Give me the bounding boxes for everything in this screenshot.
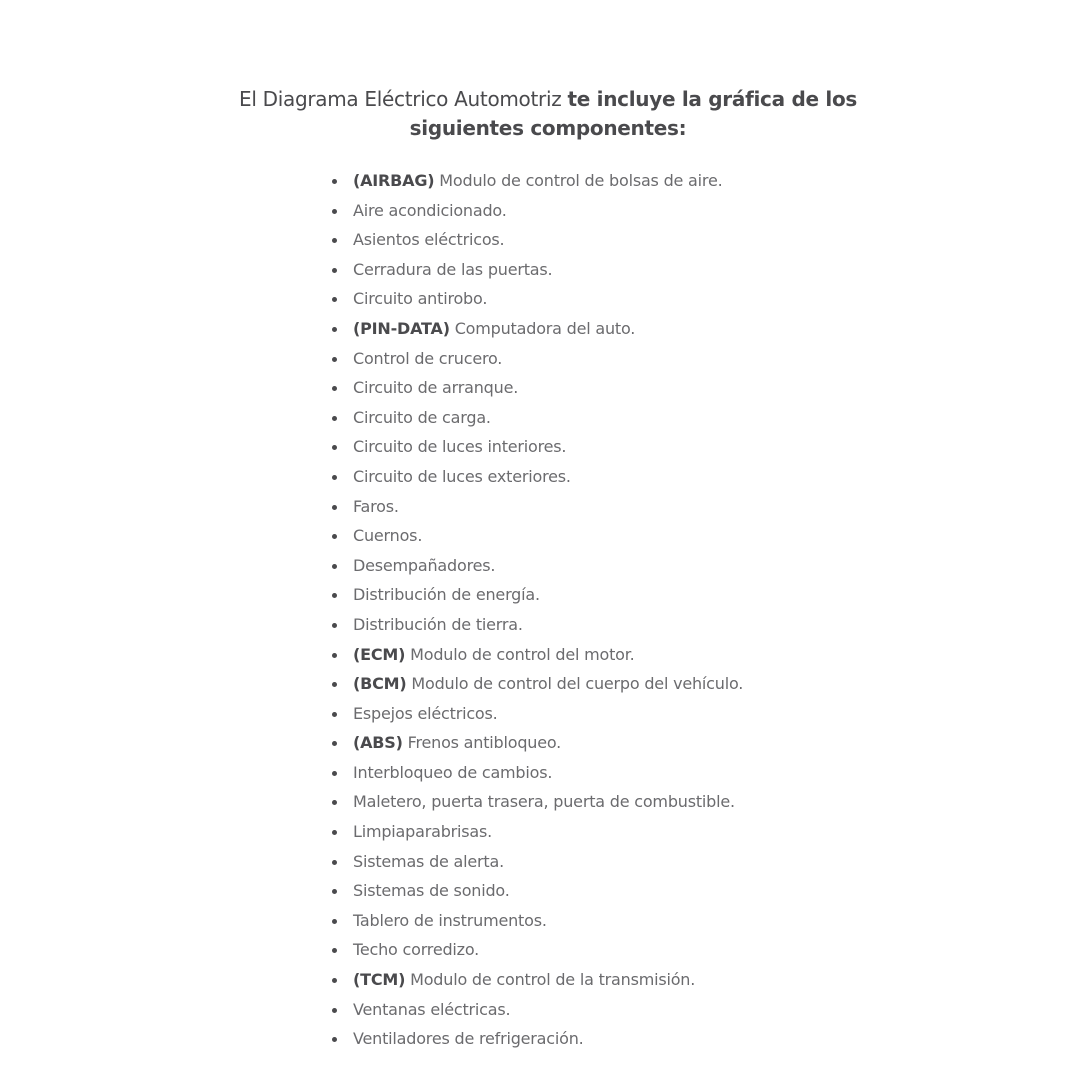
list-item [330, 492, 743, 522]
list-item [330, 403, 743, 433]
list-item [330, 462, 743, 492]
component-text: Interbloqueo de cambios. [353, 762, 553, 782]
list-item [330, 995, 743, 1025]
component-text: Control de crucero. [353, 348, 503, 368]
bullet-icon [332, 445, 337, 450]
component-text: Frenos antibloqueo. [402, 733, 562, 753]
bullet-icon [332, 238, 337, 243]
list-item [330, 314, 743, 344]
bullet-icon [332, 623, 337, 628]
bullet-icon [332, 741, 337, 746]
list-item [330, 787, 743, 817]
list-item [330, 521, 743, 551]
component-text: Modulo de control del motor. [405, 644, 635, 664]
component-code: (TCM) [353, 970, 406, 990]
component-text: Desempañadores. [353, 555, 496, 575]
bullet-icon [332, 327, 337, 332]
bullet-icon [332, 357, 337, 362]
component-text: Cerradura de las puertas. [353, 259, 553, 279]
component-text: Circuito de arranque. [353, 378, 519, 398]
list-item [330, 284, 743, 314]
component-text: Cuernos. [353, 526, 423, 546]
bullet-icon [332, 564, 337, 569]
component-text: Circuito de luces exteriores. [353, 466, 571, 486]
bullet-icon [332, 830, 337, 835]
list-item [330, 935, 743, 965]
component-text: Espejos eléctricos. [353, 703, 498, 723]
list-item [330, 255, 743, 285]
bullet-icon [332, 416, 337, 421]
bullet-icon [332, 712, 337, 717]
list-item [330, 640, 743, 670]
component-text: Distribución de tierra. [353, 614, 523, 634]
bullet-icon [332, 978, 337, 983]
list-item [330, 669, 743, 699]
component-text: Modulo de control de la transmisión. [405, 970, 696, 990]
component-text: Limpiaparabrisas. [353, 822, 493, 842]
component-text: Modulo de control del cuerpo del vehículo. [406, 674, 744, 694]
list-item [330, 196, 743, 226]
component-text: Circuito de carga. [353, 407, 491, 427]
list-item [330, 699, 743, 729]
list-item [330, 728, 743, 758]
component-text: Ventanas eléctricas. [353, 999, 511, 1019]
list-item [330, 1024, 743, 1054]
component-code: (ABS) [353, 733, 403, 753]
list-item [330, 373, 743, 403]
component-code: (BCM) [353, 674, 407, 694]
bullet-icon [332, 386, 337, 391]
bullet-icon [332, 1037, 337, 1042]
component-text: Asientos eléctricos. [353, 230, 505, 250]
component-text: Circuito antirobo. [353, 289, 488, 309]
component-text: Techo corredizo. [353, 940, 480, 960]
bullet-icon [332, 179, 337, 184]
component-text: Ventiladores de refrigeración. [353, 1029, 584, 1049]
component-text: Sistemas de sonido. [353, 881, 510, 901]
list-item [330, 758, 743, 788]
list-item [330, 847, 743, 877]
component-text: Sistemas de alerta. [353, 851, 504, 871]
component-text: Computadora del auto. [449, 318, 636, 338]
bullet-icon [332, 948, 337, 953]
component-text: Tablero de instrumentos. [353, 910, 547, 930]
component-text: Modulo de control de bolsas de aire. [434, 171, 723, 190]
bullet-icon [332, 889, 337, 894]
bullet-icon [332, 860, 337, 865]
list-item [330, 551, 743, 581]
intro-heading-normal: El Diagrama Eléctrico Automotriz [239, 87, 568, 111]
bullet-icon [332, 800, 337, 805]
bullet-icon [332, 475, 337, 480]
list-item [330, 344, 743, 374]
bullet-icon [332, 771, 337, 776]
intro-heading [200, 85, 896, 143]
bullet-icon [332, 653, 337, 658]
intro-heading-bold: te incluye la gráfica de los siguientes componentes: [409, 87, 857, 140]
component-code: (ECM) [353, 644, 406, 664]
list-item [330, 580, 743, 610]
bullet-icon [332, 682, 337, 687]
bullet-icon [332, 209, 337, 214]
list-item [330, 610, 743, 640]
list-item [330, 225, 743, 255]
component-text: Maletero, puerta trasera, puerta de combustible. [353, 792, 735, 812]
bullet-icon [332, 505, 337, 510]
bullet-icon [332, 268, 337, 273]
component-code: (PIN-DATA) [353, 318, 450, 338]
list-item [330, 876, 743, 906]
bullet-icon [332, 534, 337, 539]
list-item [330, 906, 743, 936]
component-code: (AIRBAG) [353, 171, 435, 190]
bullet-icon [332, 593, 337, 598]
bullet-icon [332, 297, 337, 302]
component-text: Distribución de energía. [353, 585, 540, 605]
component-list [330, 166, 743, 1054]
list-item [330, 166, 743, 196]
component-text: Faros. [353, 496, 399, 516]
list-item [330, 432, 743, 462]
component-text: Aire acondicionado. [353, 200, 507, 220]
list-item [330, 965, 743, 995]
component-text: Circuito de luces interiores. [353, 437, 567, 457]
bullet-icon [332, 919, 337, 924]
list-item [330, 817, 743, 847]
bullet-icon [332, 1008, 337, 1013]
